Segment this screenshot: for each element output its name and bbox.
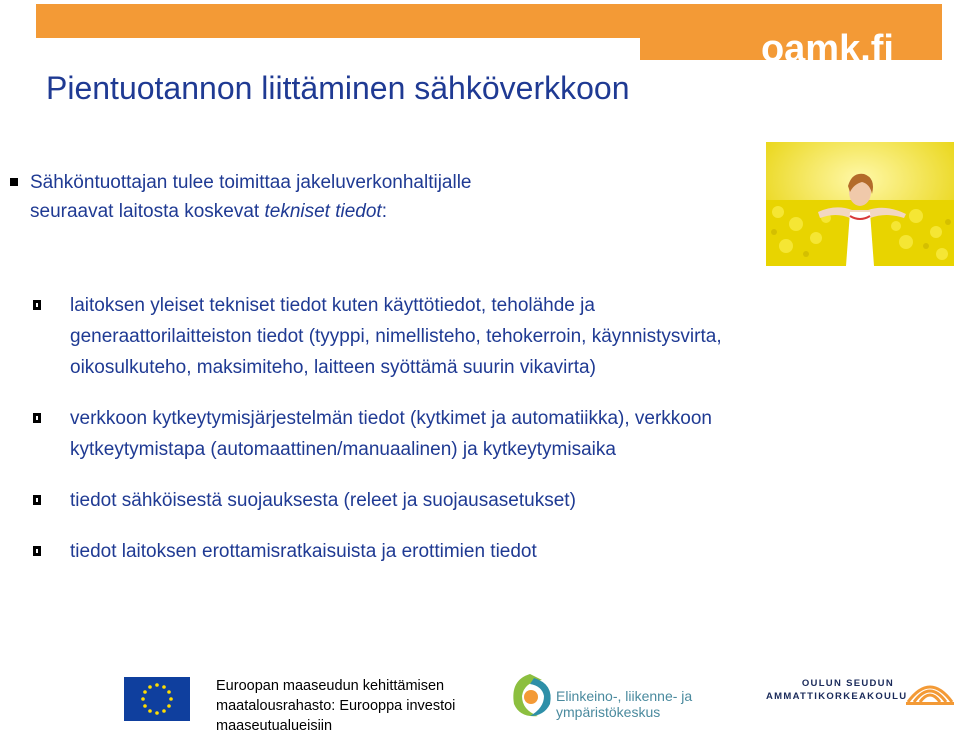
eu-flag-icon xyxy=(124,677,190,721)
bullet-icon xyxy=(33,546,41,556)
list-item-line: tiedot sähköisestä suojauksesta (releet ja suojausasetukset) xyxy=(70,490,576,511)
intro-emphasis: tekniset tiedot xyxy=(264,201,382,222)
ely-logo-icon xyxy=(500,670,560,722)
bullet-icon xyxy=(33,413,41,423)
eu-funding-line: maaseutualueisiin xyxy=(216,718,333,734)
list-item xyxy=(30,403,930,465)
woman-in-field-image xyxy=(766,142,954,266)
oamk-logo[interactable]: oamk.fi xyxy=(760,28,894,70)
intro-line-2-suffix: : xyxy=(381,201,387,222)
osamk-text xyxy=(766,677,908,703)
intro-line-2-prefix: seuraavat laitosta koskevat xyxy=(30,201,265,222)
osamk-logo-icon xyxy=(904,668,956,708)
osamk-line: OULUN SEUDUN xyxy=(801,678,894,689)
requirements-list xyxy=(30,290,930,587)
bullet-icon xyxy=(33,300,41,310)
ely-line: ympäristökeskus xyxy=(556,704,661,720)
intro-line-1: Sähköntuottajan tulee toimittaa jakeluverkonhaltijalle xyxy=(30,172,472,193)
intro-paragraph xyxy=(10,168,650,226)
intro-text xyxy=(30,168,650,226)
ely-text xyxy=(556,688,692,720)
list-item xyxy=(30,485,930,516)
eu-funding-line: Euroopan maaseudun kehittämisen xyxy=(216,678,445,694)
hero-photo xyxy=(766,142,954,266)
osamk-line: AMMATTIKORKEAKOULU xyxy=(766,691,908,702)
list-item-line: verkkoon kytkeytymisjärjestelmän tiedot (kytkimet ja automatiikka), verkkoon xyxy=(70,408,713,429)
list-item-line: kytkeytymistapa (automaattinen/manuaalinen) ja kytkeytymisaika xyxy=(70,439,616,460)
eu-funding-line: maatalousrahasto: Eurooppa investoi xyxy=(216,698,456,714)
intro-line-2 xyxy=(30,197,650,226)
list-item-line: tiedot laitoksen erottamisratkaisuista ja erottimien tiedot xyxy=(70,541,537,562)
list-item xyxy=(30,290,930,383)
list-item-line: laitoksen yleiset tekniset tiedot kuten käyttötiedot, teholähde ja xyxy=(70,295,595,316)
list-item-line: generaattorilaitteiston tiedot (tyyppi, nimellisteho, tehokerroin, käynnistysvirta, xyxy=(70,326,722,347)
bullet-icon xyxy=(33,495,41,505)
bullet-icon xyxy=(10,178,18,186)
eu-funding-text xyxy=(216,676,455,736)
page-title: Pientuotannon liittäminen sähköverkkoon xyxy=(46,70,630,106)
list-item-line: oikosulkuteho, maksimiteho, laitteen syöttämä suurin vikavirta) xyxy=(70,357,596,378)
list-item xyxy=(30,536,930,567)
ely-line: Elinkeino-, liikenne- ja xyxy=(556,688,693,704)
